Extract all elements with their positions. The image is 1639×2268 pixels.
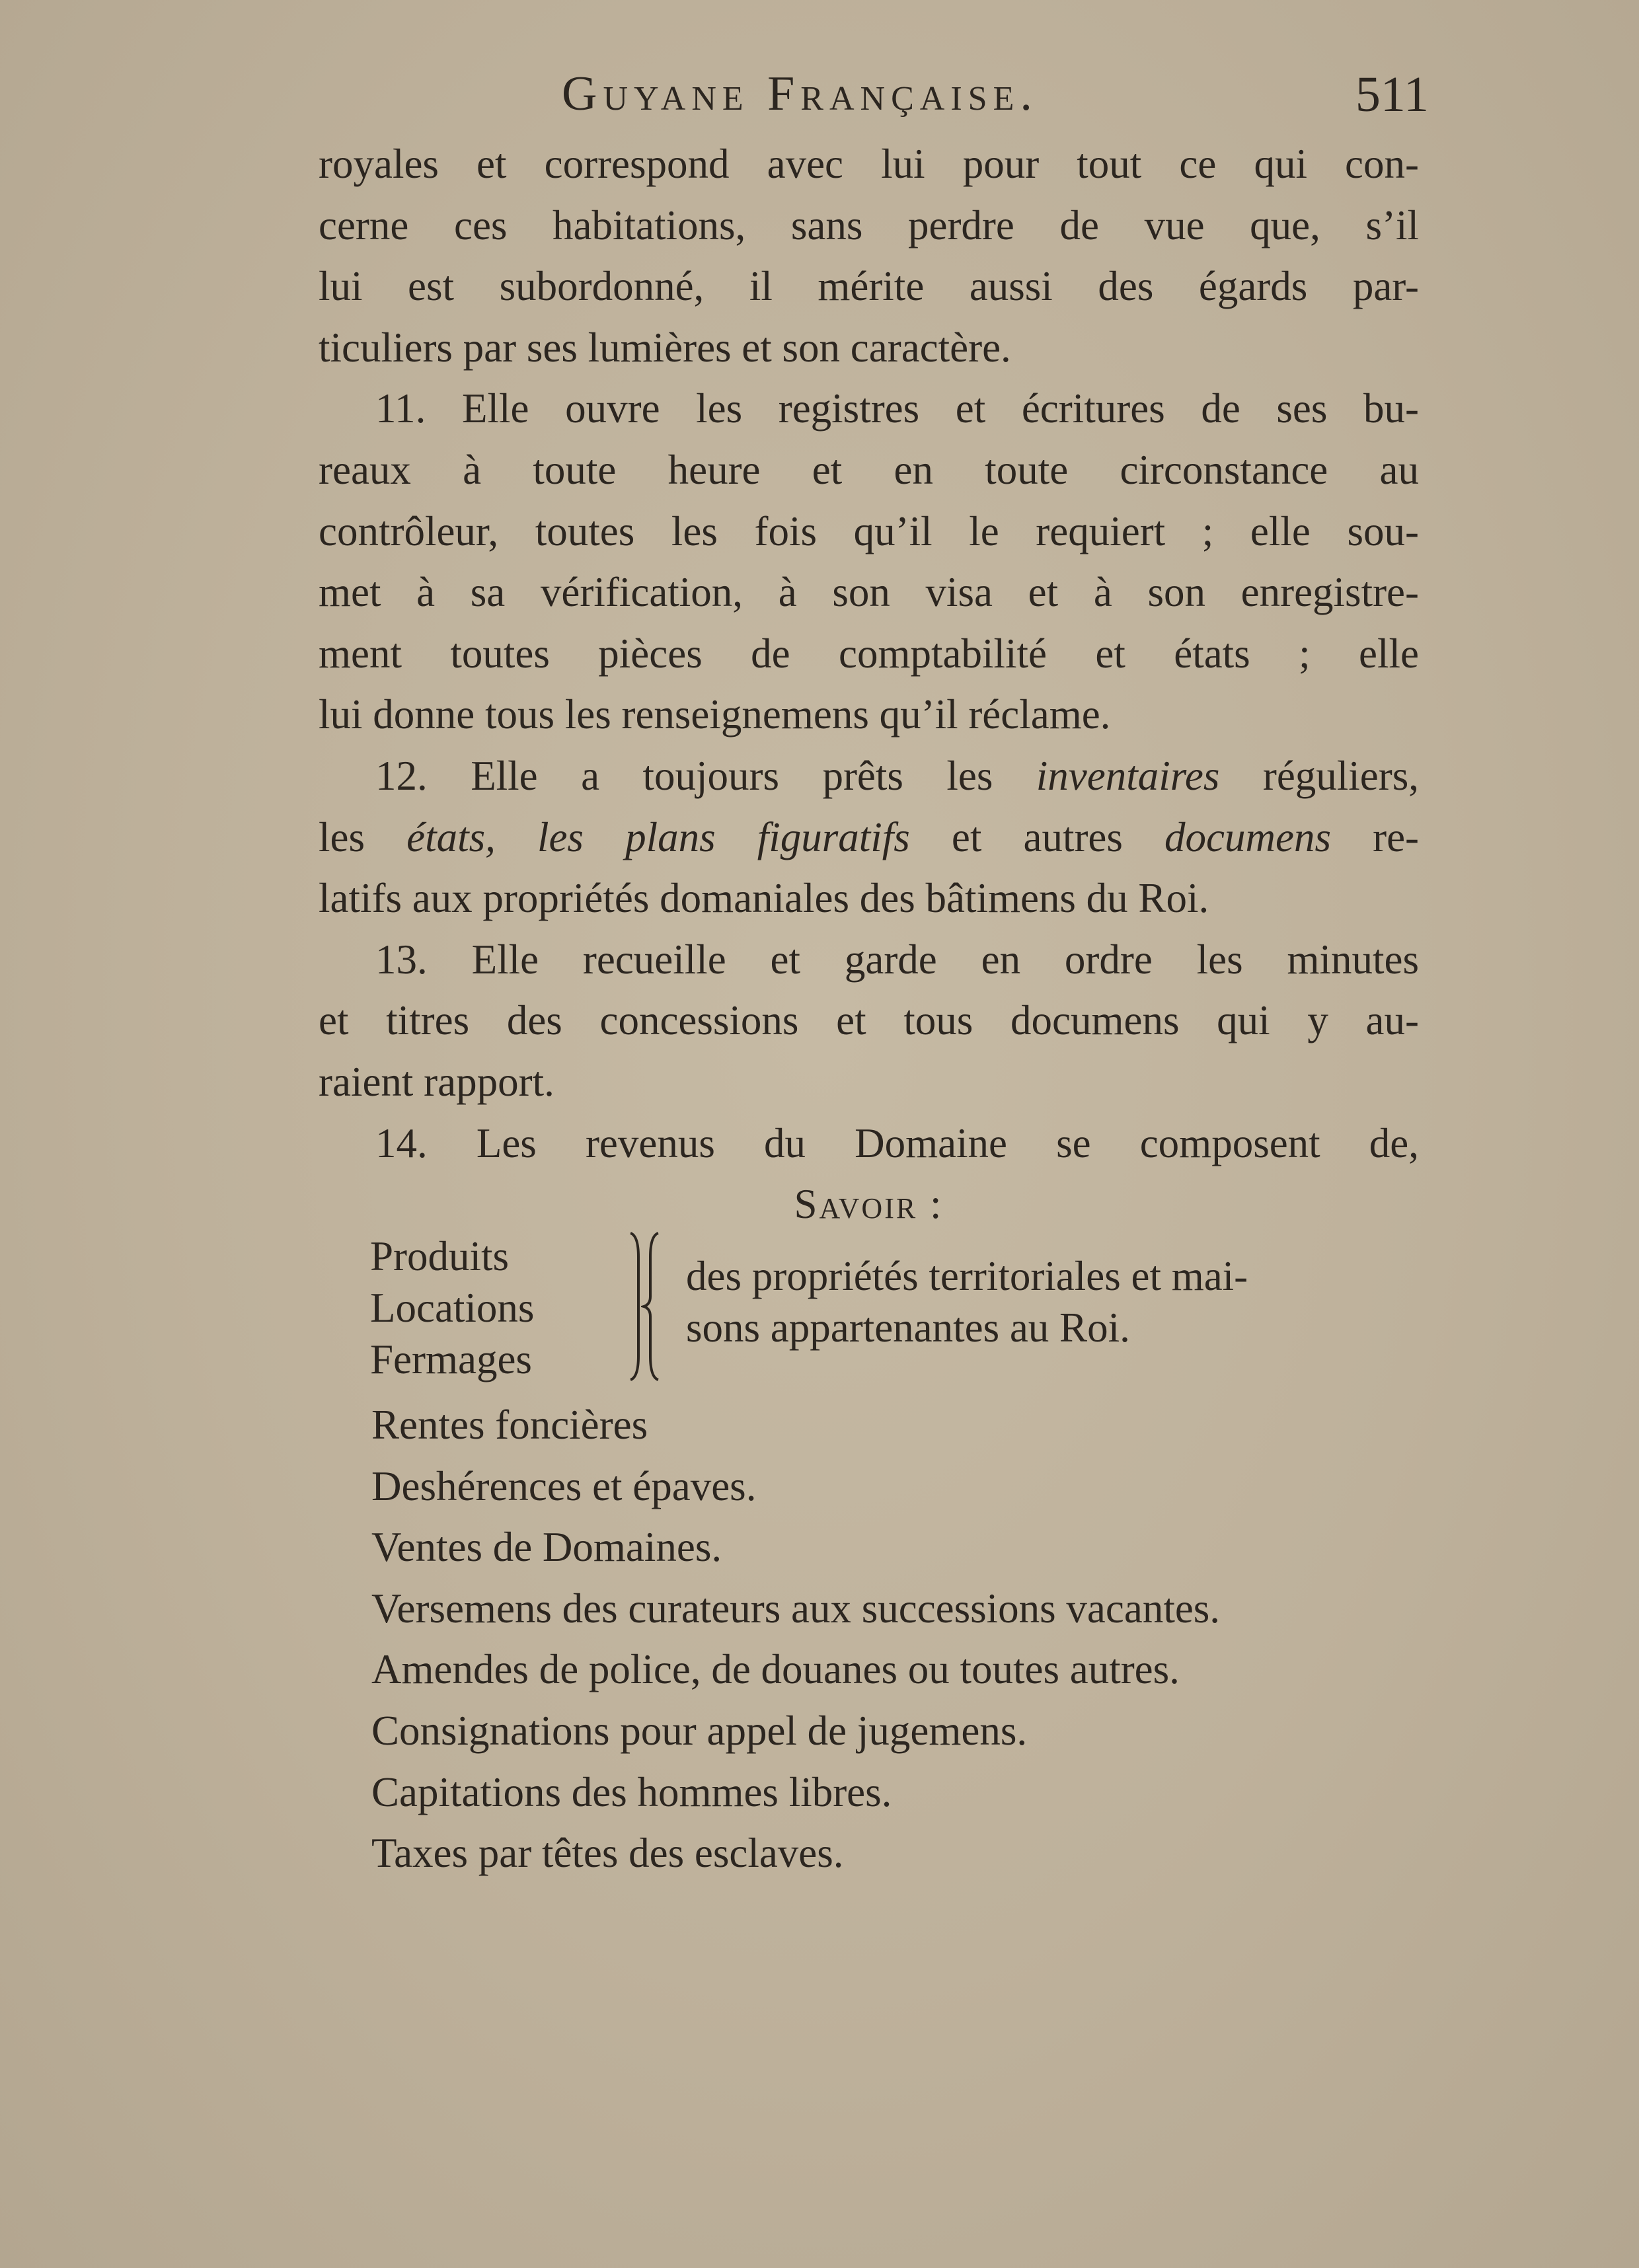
bracket-item: Locations (370, 1285, 535, 1331)
savoir-heading: Savoir : (794, 1181, 944, 1228)
page-header (562, 66, 1429, 126)
text-line: ticuliers par ses lumières et son caractère. (319, 324, 1011, 371)
list-item: Capitations des hommes libres. (371, 1768, 892, 1815)
bracket-text-line: des propriétés territoriales et mai- (686, 1253, 1248, 1299)
text-line: et titres des concessions et tous documens qui y au- (319, 997, 1419, 1044)
text-segment: réguliers, (1262, 752, 1420, 799)
article-14: 14. Les revenus du Domaine se composent de, (375, 1119, 1419, 1166)
article-13: 13. Elle recueille et garde en ordre les minutes (375, 936, 1419, 983)
text-segment: 12. Elle a toujours prêts les (375, 752, 993, 799)
text-line: lui donne tous les renseignemens qu’il réclame. (319, 691, 1111, 738)
bracketed-revenues (370, 1230, 1421, 1389)
bracket-text-line: sons appartenantes au Roi. (686, 1304, 1130, 1351)
text-line: cerne ces habitations, sans perdre de vue que, s’il (319, 202, 1419, 248)
list-item: Taxes par têtes des esclaves. (371, 1830, 844, 1877)
text-line: ment toutes pièces de comptabilité et états ; elle (319, 630, 1419, 677)
text-line: reaux à toute heure et en toute circonstance au (319, 446, 1419, 493)
list-item: Rentes foncières (371, 1402, 648, 1448)
italic-term: états, les plans figuratifs (406, 813, 910, 860)
list-item: Consignations pour appel de jugemens. (371, 1707, 1028, 1754)
text-line: raient rapport. (319, 1058, 554, 1105)
running-title: Guyane Française. (562, 67, 1038, 121)
article-11: 11. Elle ouvre les registres et écritures de ses bu- (375, 385, 1419, 432)
text-line: lui est subordonné, il mérite aussi des égards par- (319, 263, 1419, 310)
italic-term: inventaires (1036, 752, 1220, 799)
list-item: Ventes de Domaines. (371, 1524, 722, 1571)
page-number: 511 (1355, 67, 1429, 122)
list-item: Amendes de police, de douanes ou toutes autres. (371, 1646, 1180, 1693)
text-line: contrôleur, toutes les fois qu’il le requiert ; elle sou- (319, 508, 1419, 554)
text-line (319, 807, 1419, 868)
bracket-item: Produits (370, 1233, 510, 1279)
revenue-list (371, 1394, 1220, 1884)
bracket-item: Fermages (370, 1336, 532, 1382)
italic-term: documens (1164, 813, 1331, 860)
article-12 (319, 745, 1419, 807)
body-text (319, 133, 1419, 1235)
text-segment: les (319, 813, 365, 860)
text-line: met à sa vérification, à son visa et à son enregistre- (319, 569, 1419, 616)
list-item: Versemens des curateurs aux successions vacantes. (371, 1585, 1221, 1632)
bracket-items (370, 1230, 534, 1385)
bracket-description (686, 1250, 1248, 1353)
text-line: latifs aux propriétés domaniales des bâtimens du Roi. (319, 875, 1209, 922)
text-segment: re- (1373, 813, 1420, 860)
opening-brace-icon (641, 1230, 661, 1382)
text-line: royales et correspond avec lui pour tout ce qui con- (319, 141, 1419, 187)
list-item: Deshérences et épaves. (371, 1462, 757, 1509)
text-segment: et autres (951, 813, 1123, 860)
